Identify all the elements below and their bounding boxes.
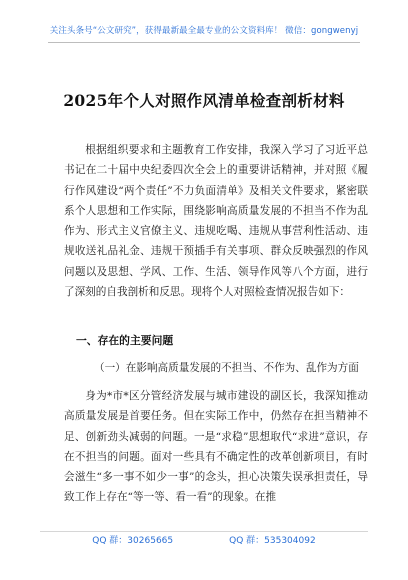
footer-qq-group-2: QQ 群：535304092 — [229, 536, 316, 546]
document-title: 2025年个人对照作风清单检查剖析材料 — [63, 91, 345, 110]
header-banner: 关注头条号“公文研究”，获得最新最全最专业的公文资料库！ 微信：gongwenyj — [49, 26, 359, 36]
intro-paragraph: 根据组织要求和主题教育工作安排，我深入学习了习近平总书记在二十届中央纪委四次全会上的重要讲话精神，并对照《履行作风建设“两个责任”不力负面清单》及相关文件要求，紧密联系个人思想和工作实际，围绕影响高质量发展的不担当不作为乱作为、形式主义官僚主义、违规吃喝、违规从事营利性活动、违规收送礼品礼金、违规干预插手有关事项、群众反映强烈的作风问题以及思想、学风、工作、生活、领导作风等八个方面，进行了深刻的自我剖析和反思。现将个人对照检查情况报告如下： — [64, 144, 368, 299]
footer-divider — [40, 531, 368, 532]
subsection-paragraph: 身为*市*区分管经济发展与城市建设的副区长，我深知推动高质量发展是首要任务。但在实际工作中，仍然存在担当精神不足、创新劲头减弱的问题。一是“求稳”思想取代“求进”意识，存在不担当的问题。面对一些具有不确定性的改革创新项目，有时会滋生“多一事不如少一事”的念头，担心决策失误承担责任，导致工作上存在“等一等、看一看”的现象。在推 — [64, 390, 368, 504]
section-heading: 一、存在的主要问题 — [76, 334, 174, 347]
footer — [0, 533, 408, 546]
header-divider — [48, 42, 360, 43]
subsection-heading: （一）在影响高质量发展的不担当、不作为、乱作为方面 — [94, 362, 359, 374]
footer-qq-group-1: QQ 群：30265665 — [92, 536, 174, 546]
